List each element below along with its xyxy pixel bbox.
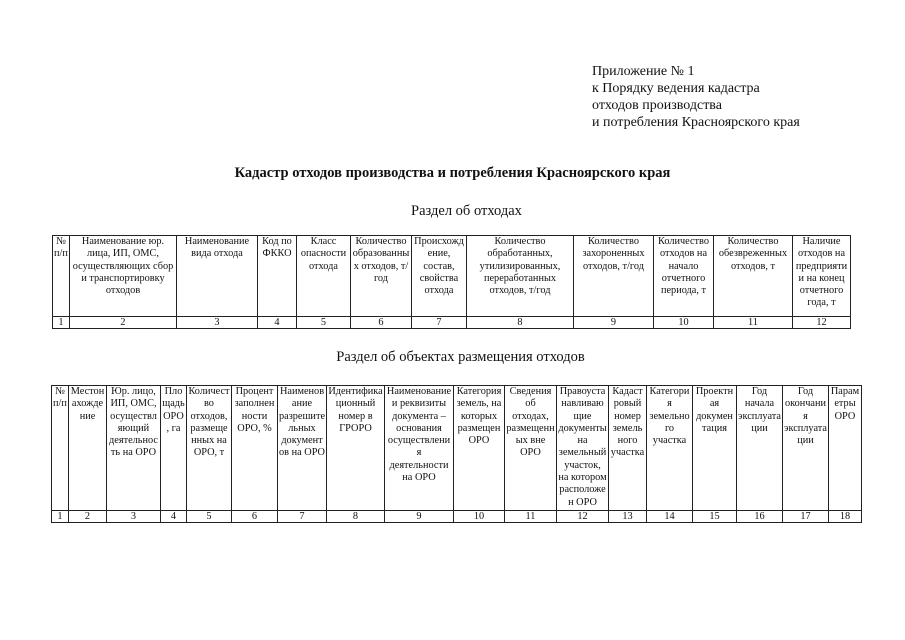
- waste-table: [52, 235, 851, 329]
- column-number: 5: [297, 317, 351, 329]
- header-cell: Параметры ОРО: [829, 386, 862, 511]
- column-number: 4: [258, 317, 297, 329]
- column-number: 3: [177, 317, 258, 329]
- section-waste-title: Раздел об отходах: [411, 203, 522, 219]
- appendix-block: [592, 63, 800, 131]
- header-cell: Процент заполненности ОРО, %: [232, 386, 278, 511]
- column-number: 6: [232, 511, 278, 523]
- column-number: 10: [654, 317, 714, 329]
- header-cell: Количество обезвреженных отходов, т: [714, 236, 793, 317]
- header-cell: Год начала эксплуатации: [737, 386, 783, 511]
- header-cell: Наименование юр. лица, ИП, ОМС, осуществляющих сбор и транспортировку отходов: [70, 236, 177, 317]
- header-cell: Правоустанавливающие документы на земельный участок, на котором расположен ОРО: [557, 386, 609, 511]
- header-cell: Наименование и реквизиты документа – основания осуществления деятельности на ОРО: [385, 386, 454, 511]
- header-cell: Количество образованных отходов, т/год: [351, 236, 412, 317]
- column-number: 12: [793, 317, 851, 329]
- header-cell: Год окончания эксплуатации: [783, 386, 829, 511]
- column-number: 6: [351, 317, 412, 329]
- column-number: 3: [107, 511, 161, 523]
- header-cell: Площадь ОРО, га: [161, 386, 187, 511]
- column-number: 10: [454, 511, 505, 523]
- column-number: 5: [187, 511, 232, 523]
- header-cell: Наименование разрешительных документов на ОРО: [278, 386, 327, 511]
- header-cell: Количество обработанных, утилизированных, переработанных отходов, т/год: [467, 236, 574, 317]
- header-cell: № п/п: [52, 386, 69, 511]
- column-number: 9: [385, 511, 454, 523]
- column-number: 15: [693, 511, 737, 523]
- appendix-line: отходов производства: [592, 98, 722, 113]
- column-number: 13: [609, 511, 647, 523]
- header-cell: Количество отходов на начало отчетного периода, т: [654, 236, 714, 317]
- column-number: 12: [557, 511, 609, 523]
- header-cell: Сведения об отходах, размещенных вне ОРО: [505, 386, 557, 511]
- column-number: 7: [278, 511, 327, 523]
- column-number: 7: [412, 317, 467, 329]
- column-number: 2: [69, 511, 107, 523]
- header-cell: Класс опасности отхода: [297, 236, 351, 317]
- column-number: 16: [737, 511, 783, 523]
- column-number: 18: [829, 511, 862, 523]
- column-number: 4: [161, 511, 187, 523]
- appendix-line: Приложение № 1: [592, 64, 695, 79]
- appendix-line: и потребления Красноярского края: [592, 115, 800, 130]
- appendix-line: к Порядку ведения кадастра: [592, 81, 760, 96]
- header-cell: Проектная документация: [693, 386, 737, 511]
- header-cell: Наименование вида отхода: [177, 236, 258, 317]
- document-title: Кадастр отходов производства и потребления Красноярского края: [234, 165, 671, 181]
- column-number: 11: [714, 317, 793, 329]
- column-number: 9: [574, 317, 654, 329]
- header-cell: Код по ФККО: [258, 236, 297, 317]
- header-cell: Количество отходов, размещенных на ОРО, т: [187, 386, 232, 511]
- header-cell: Местонахождение: [69, 386, 107, 511]
- header-cell: Кадастровый номер земельного участка: [609, 386, 647, 511]
- column-number: 11: [505, 511, 557, 523]
- column-number: 17: [783, 511, 829, 523]
- header-cell: Идентификационный номер в ГРОРО: [327, 386, 385, 511]
- header-cell: Категория земельного участка: [647, 386, 693, 511]
- header-cell: Юр. лицо, ИП, ОМС, осуществляющий деятельность на ОРО: [107, 386, 161, 511]
- column-number: 8: [467, 317, 574, 329]
- column-number: 1: [52, 511, 69, 523]
- column-number: 1: [53, 317, 70, 329]
- header-cell: Количество захороненных отходов, т/год: [574, 236, 654, 317]
- column-number: 8: [327, 511, 385, 523]
- header-cell: № п/п: [53, 236, 70, 317]
- section-facilities-title: Раздел об объектах размещения отходов: [336, 349, 585, 365]
- header-cell: Происхождение, состав, свойства отхода: [412, 236, 467, 317]
- header-cell: Наличие отходов на предприятии на конец отчетного года, т: [793, 236, 851, 317]
- column-number: 14: [647, 511, 693, 523]
- header-cell: Категория земель, на которых размещен ОРО: [454, 386, 505, 511]
- facilities-table: [51, 385, 862, 523]
- column-number: 2: [70, 317, 177, 329]
